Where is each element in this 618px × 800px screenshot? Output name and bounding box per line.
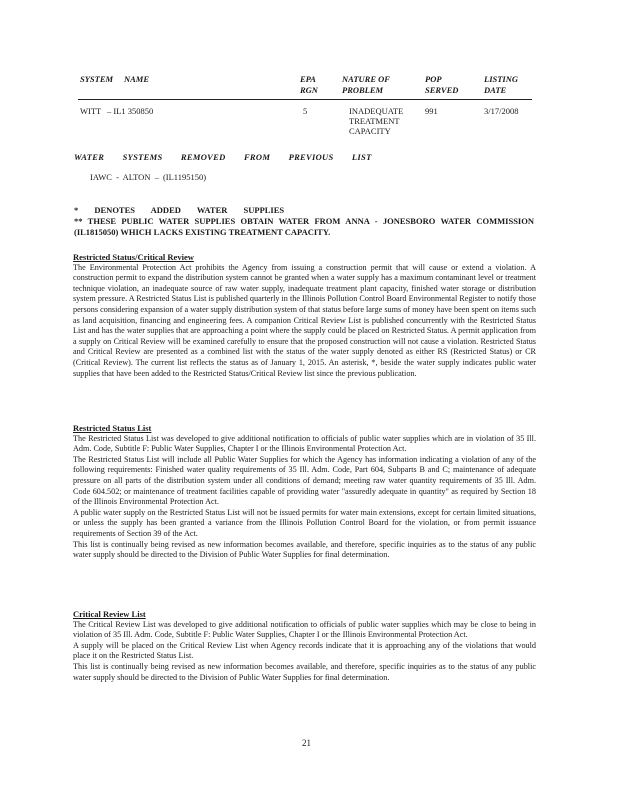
- row-date: 3/17/2008: [484, 106, 519, 116]
- section-heading: Critical Review List: [73, 609, 146, 619]
- col-name-header: NAME: [124, 74, 150, 84]
- row-pop: 991: [425, 106, 438, 116]
- page-number: 21: [302, 738, 311, 748]
- row-problem: INADEQUATE TREATMENT CAPACITY: [349, 106, 404, 136]
- paragraph: A public water supply on the Restricted Status List will not be issued permits for water main extensions, except for certain limited situations, or unless the supply has been granted a variance from the Illinois Pollution Control Board for the violation, or from permit issuance requirements of Section 39 of the Act.: [73, 507, 536, 538]
- paragraph: The Critical Review List was developed to give additional notification to officials of public water supplies which may be close to being in violation of 35 Ill. Adm. Code, Subtitle F: Public Water Supplies, Chapter I or the Illinois Environmental Protection Act.: [73, 619, 536, 640]
- paragraph: The Environmental Protection Act prohibits the Agency from issuing a construction permit that will cause or extend a violation. A construction permit to expand the distribution system cannot be granted when a water supply has a maximum contaminant level or treatment technique violation, an inadequate source of raw water supply, inadequate treatment plant capacity, finished water storage or distribution system pressure. A Restricted Status List is published quarterly in the Illinois Pollution Control Board Environmental Register to notify those persons considering expansion of a water supply distribution system of that status before large sums of money have been spent on items such as land acquisition, financing and engineering fees. A companion Critical Review List is published concurrently with the Restricted Status List and has the water supplies that are approaching a point where the supply could be placed on Restricted Status. A permit application from a supply on Critical Review will be examined carefully to ensure that the proposed construction will not cause a violation. Restricted Status and Critical Review are presented as a combined list with the status of the water supply denoted as either RS (Restricted Status) or CR (Critical Review). The current list reflects the status as of January 1, 2015. An asterisk, *, beside the water supply indicates public water supplies that have been added to the Restricted Status/Critical Review list since the previous publication.: [73, 262, 536, 378]
- section-restricted-critical: [73, 252, 536, 379]
- denotes-note: * DENOTES ADDED WATER SUPPLIES: [74, 205, 285, 215]
- paragraph: The Restricted Status List will include all Public Water Supplies for which the Agency has information indicating a violation of any of the following requirements: Finished water quality requirements of 35 Ill. Adm. Code, Part 604, Subparts B and C; maintenance of adequate pressure on all parts of the distribution system under all conditions of demand; meeting raw water quantity requirements of 35 Ill. Adm. Code 604.502; or maintenance of treatment facilities capable of providing water "assuredly adequate in quantity" as required by Section 18 of the Illinois Environmental Protection Act.: [73, 454, 536, 507]
- paragraph: The Restricted Status List was developed to give additional notification to officials of public water supplies which are in violation of 35 Ill. Adm. Code, Subtitle F: Public Water Supplies, Chapter I or the Illinois Environmental Protection Act.: [73, 433, 536, 454]
- col-epa-rgn-header: EPA RGN: [300, 74, 318, 95]
- obtain-note: ** THESE PUBLIC WATER SUPPLIES OBTAIN WATER FROM ANNA - JONESBORO WATER COMMISSION (IL1815050) WHICH LACKS EXISTING TREATMENT CAPACITY.: [74, 216, 534, 237]
- removed-item: IAWC - ALTON – (IL1195150): [90, 172, 207, 182]
- section-restricted-status: [73, 423, 536, 561]
- removed-heading: WATER SYSTEMS REMOVED FROM PREVIOUS LIST: [74, 152, 372, 162]
- paragraph: This list is continually being revised as new information becomes available, and therefore, specific inquiries as to the status of any public water supply should be directed to the Division of Public Water Supplies for final determination.: [73, 661, 536, 682]
- paragraph: A supply will be placed on the Critical Review List when Agency records indicate that it is approaching any of the violations that would place it on the Restricted Status List.: [73, 640, 536, 661]
- section-heading: Restricted Status List: [73, 423, 152, 433]
- header-rule: [78, 99, 532, 100]
- row-rgn: 5: [303, 106, 308, 116]
- paragraph: This list is continually being revised as new information becomes available, and therefore, specific inquiries as to the status of any public water supply should be directed to the Division of Public Water Supplies for final determination.: [73, 539, 536, 560]
- row-id: – IL1 350850: [107, 106, 154, 116]
- row-system: WITT: [80, 106, 102, 116]
- col-pop-header: POP SERVED: [425, 74, 459, 95]
- section-critical-review: [73, 609, 536, 683]
- col-system-header: SYSTEM: [80, 74, 114, 84]
- col-listing-header: LISTING DATE: [484, 74, 519, 95]
- section-heading: Restricted Status/Critical Review: [73, 252, 194, 262]
- col-nature-header: NATURE OF PROBLEM: [342, 74, 390, 95]
